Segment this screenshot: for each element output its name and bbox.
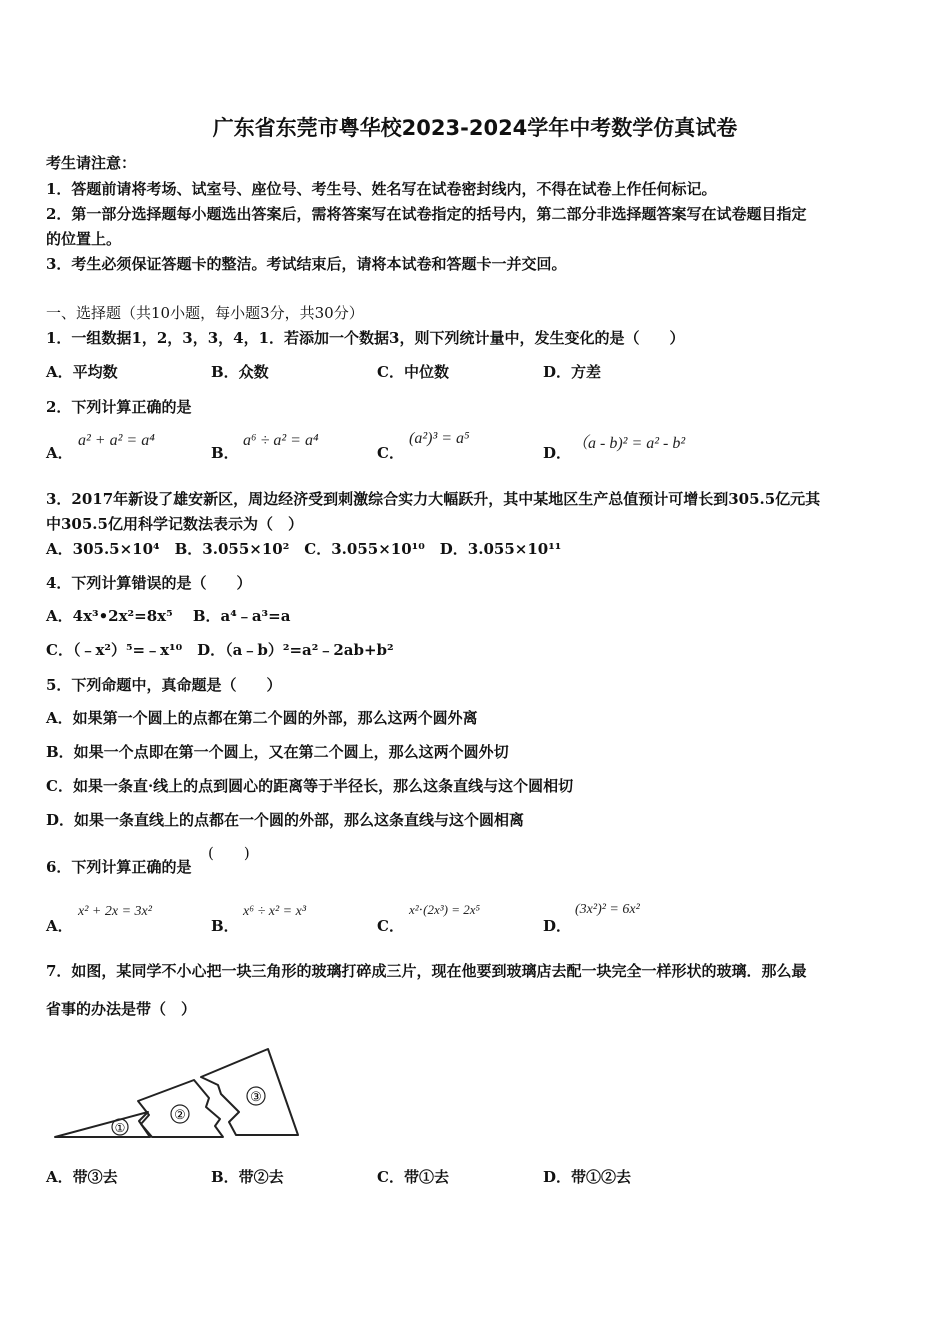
q2-option-d-formula: （a - b)² = a² - b² [572,435,686,452]
q6-option-a-label: A． [46,917,73,935]
q7-option-b: B．带②去 [211,1168,284,1186]
question-3-stem-cont: 中305.5亿用科学记数法表示为（ ） [46,515,303,533]
piece-1-label: ① [114,1121,126,1135]
piece-2-label: ② [174,1108,186,1123]
question-2-stem: 2．下列计算正确的是 [46,398,192,416]
q5-option-d: D．如果一条直线上的点都在一个圆的外部，那么这条直线与这个圆相离 [46,811,525,829]
broken-glass-figure [50,1045,310,1145]
q2-option-a-formula: a² + a² = a⁴ [78,432,155,449]
q1-option-c: C．中位数 [377,363,449,381]
q4-options-ab: A．4x³•2x²=8x⁵ B．a⁴﹣a³=a [46,607,291,625]
notice-item: 1．答题前请将考场、试室号、座位号、考生号、姓名写在试卷密封线内，不得在试卷上作任何标记。 [46,180,717,198]
notice-item: 的位置上。 [46,230,122,248]
q6-option-d-label: D． [543,917,572,935]
q6-option-c-formula: x²⋅(2x³) = 2x⁵ [409,902,481,917]
notice-item: 2．第一部分选择题每小题选出答案后，需将答案写在试卷指定的括号内，第二部分非选择题答案写在试卷题目指定 [46,205,807,223]
q6-option-b-label: B． [211,917,239,935]
q6-option-a-formula: x² + 2x = 3x² [78,904,152,919]
q1-option-b: B．众数 [211,363,269,381]
q6-option-b-formula: x⁶ ÷ x² = x³ [243,904,307,919]
q5-option-c: C．如果一条直·线上的点到圆心的距离等于半径长，那么这条直线与这个圆相切 [46,777,574,795]
q5-option-b: B．如果一个点即在第一个圆上，又在第二个圆上，那么这两个圆外切 [46,743,509,761]
q2-option-b-label: B． [211,444,239,462]
q7-option-c: C．带①去 [377,1168,449,1186]
q2-option-d-label: D． [543,444,572,462]
q1-option-d: D．方差 [543,363,602,381]
question-1-stem: 1．一组数据1，2，3，3，4，1．若添加一个数据3，则下列统计量中，发生变化的是（ ） [46,329,685,347]
page-title: 广东省东莞市粤华校2023-2024学年中考数学仿真试卷 [212,116,738,140]
q1-option-a: A．平均数 [46,363,118,381]
q6-option-d-formula: (3x²)² = 6x² [575,902,640,917]
q6-option-c-label: C． [377,917,404,935]
glass-piece-1 [55,1112,150,1137]
q6-answer-paren: ( ) [208,844,250,862]
section-heading: 一、选择题（共10小题，每小题3分，共30分） [46,304,364,322]
question-5-stem: 5．下列命题中，真命题是（ ） [46,676,282,694]
q2-option-a-label: A． [46,444,73,462]
notice-item: 3．考生必须保证答题卡的整洁。考试结束后，请将本试卷和答题卡一并交回。 [46,255,567,273]
q2-option-c-label: C． [377,444,404,462]
question-7-stem: 7．如图，某同学不小心把一块三角形的玻璃打碎成三片，现在他要到玻璃店去配一块完全一样形状的玻璃．那么最 [46,962,807,980]
q2-option-b-formula: a⁶ ÷ a² = a⁴ [243,432,319,449]
notice-heading: 考生请注意： [46,154,137,172]
question-3-stem: 3．2017年新设了雄安新区，周边经济受到刺激综合实力大幅跃升，其中某地区生产总值预计可增长到305.5亿元其 [46,490,821,508]
piece-3-label: ③ [250,1090,262,1105]
q7-option-a: A．带③去 [46,1168,118,1186]
q3-options: A．305.5×10⁴ B．3.055×10² C．3.055×10¹⁰ D．3.055×10¹¹ [46,540,562,558]
question-7-stem-cont: 省事的办法是带（ ） [46,1000,197,1018]
question-6-stem: 6．下列计算正确的是 [46,858,192,876]
q5-option-a: A．如果第一个圆上的点都在第二个圆的外部，那么这两个圆外离 [46,709,478,727]
q4-options-cd: C．（﹣x²）⁵=﹣x¹⁰ D．（a﹣b）²=a²﹣2ab+b² [46,641,394,659]
question-4-stem: 4．下列计算错误的是（ ） [46,574,252,592]
q7-option-d: D．带①②去 [543,1168,632,1186]
q2-option-c-formula: (a²)³ = a⁵ [409,430,470,447]
